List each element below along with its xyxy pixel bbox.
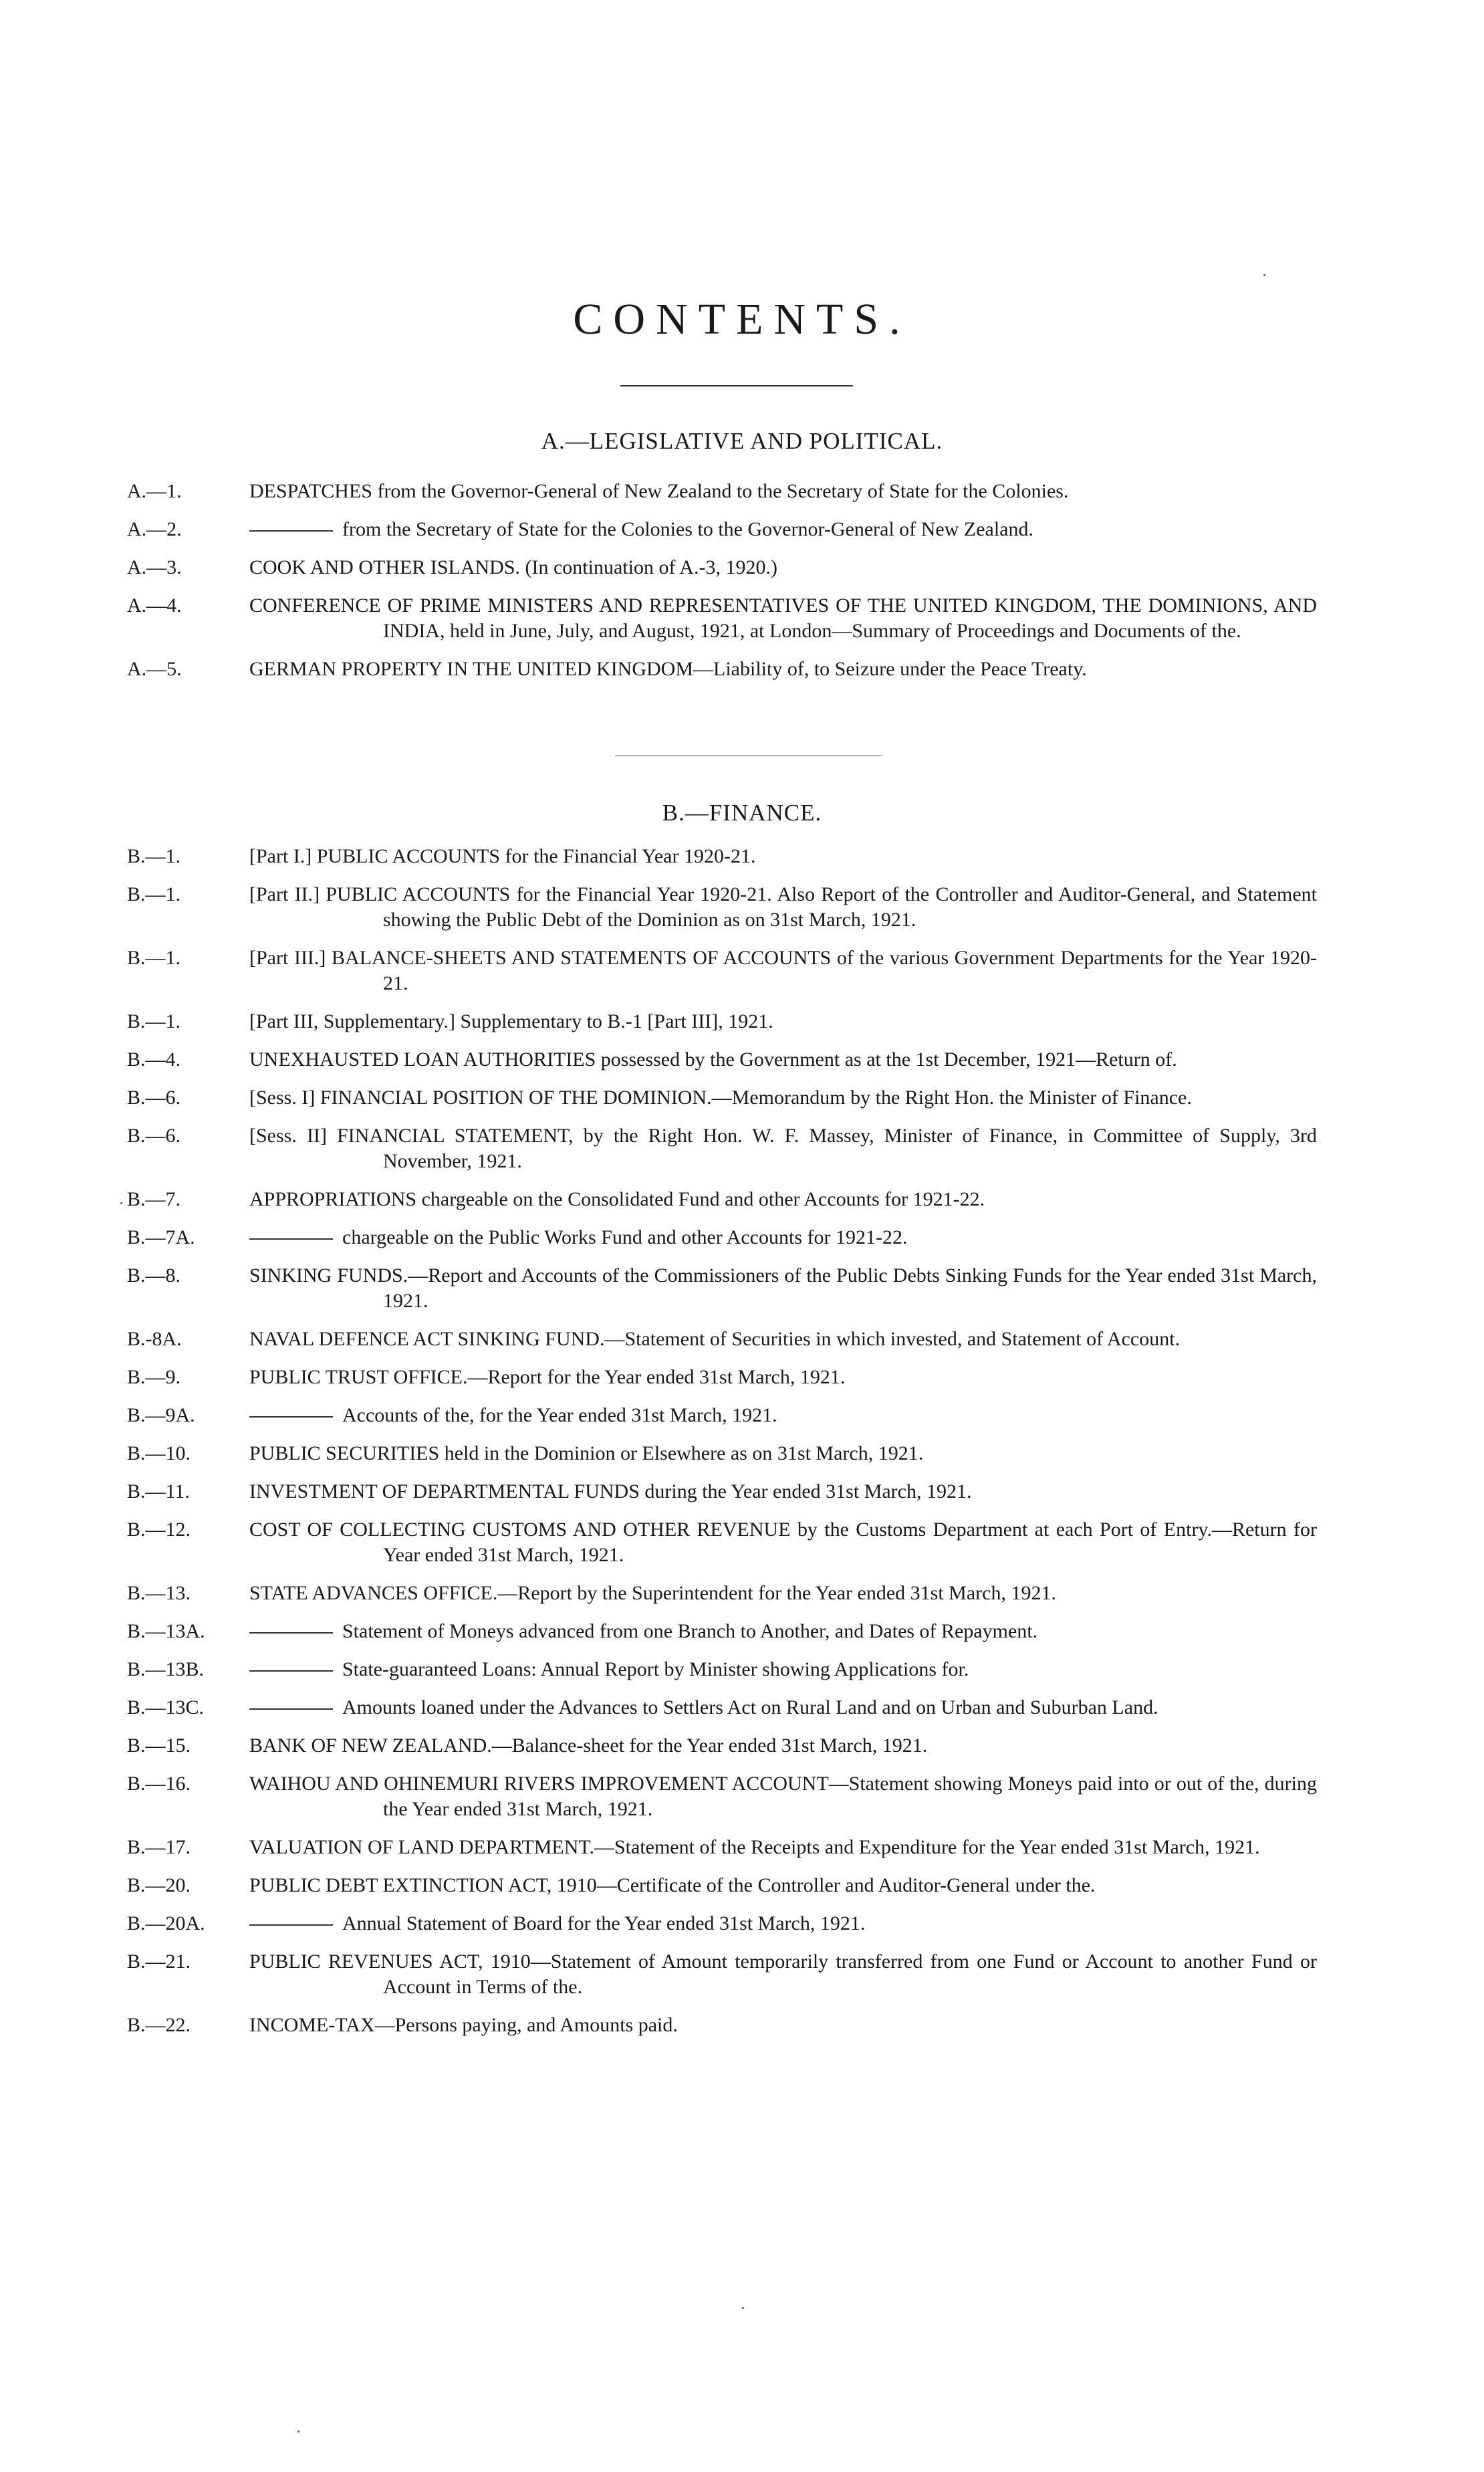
contents-entry <box>127 945 1317 996</box>
entry-text: GERMAN PROPERTY IN THE UNITED KINGDOM—Liability of, to Seizure under the Peace Treaty. <box>249 658 1087 680</box>
contents-entry <box>127 1695 1317 1720</box>
entry-code: B.-8A. <box>127 1328 182 1350</box>
contents-entry <box>127 1187 1317 1212</box>
scan-speck <box>120 1202 122 1204</box>
entry-code: B.—7. <box>127 1188 181 1210</box>
entry-text: [Sess. II] FINANCIAL STATEMENT, by the Right Hon. W. F. Massey, Minister of Finance, in Committee of Supply, 3rd November, 1921. <box>249 1125 1317 1172</box>
entry-text: BANK OF NEW ZEALAND.—Balance-sheet for the Year ended 31st March, 1921. <box>249 1734 928 1757</box>
contents-entry <box>127 1123 1317 1174</box>
contents-entry <box>127 517 1317 542</box>
entry-text: SINKING FUNDS.—Report and Accounts of the Commissioners of the Public Debts Sinking Funds for the Year ended 31st March, 1921. <box>249 1264 1317 1312</box>
contents-entry <box>127 1085 1317 1111</box>
entry-text: [Part III.] BALANCE-SHEETS AND STATEMENTS OF ACCOUNTS of the various Government Departments for the Year 1920-21. <box>249 947 1317 994</box>
section-b-entries <box>127 844 1317 2051</box>
contents-entry <box>127 1873 1317 1898</box>
entry-text: STATE ADVANCES OFFICE.—Report by the Superintendent for the Year ended 31st March, 1921. <box>249 1582 1056 1604</box>
entry-code: B.—21. <box>127 1950 191 1973</box>
entry-code: B.—7A. <box>127 1226 195 1248</box>
entry-text-wrap <box>249 1403 1317 1428</box>
contents-entry <box>127 1263 1317 1314</box>
entry-text-wrap <box>249 1619 1317 1644</box>
entry-code: B.—13C. <box>127 1696 205 1718</box>
contents-entry <box>127 1581 1317 1606</box>
ditto-dash <box>249 1238 333 1240</box>
entry-code: A.—3. <box>127 556 182 578</box>
section-heading-a: A.—LEGISLATIVE AND POLITICAL. <box>541 428 943 454</box>
contents-entry <box>127 844 1317 869</box>
contents-entry <box>127 479 1317 504</box>
ditto-dash <box>249 1924 333 1926</box>
entry-text-wrap <box>249 1695 1317 1720</box>
contents-entry <box>127 1479 1317 1504</box>
contents-entry <box>127 1733 1317 1759</box>
contents-entry <box>127 1225 1317 1250</box>
entry-text: WAIHOU AND OHINEMURI RIVERS IMPROVEMENT ACCOUNT—Statement showing Moneys paid into or out of the, during the Year ended 31st March, 1921. <box>249 1773 1317 1820</box>
contents-entry <box>127 1771 1317 1822</box>
page-title: CONTENTS. <box>573 295 911 344</box>
entry-code: B.—9A. <box>127 1404 195 1426</box>
entry-text: INCOME-TAX—Persons paying, and Amounts paid. <box>249 2014 678 2036</box>
entry-text: CONFERENCE OF PRIME MINISTERS AND REPRESENTATIVES OF THE UNITED KINGDOM, THE DOMINIONS, AND INDIA, held in June, July, and August, 1921, at London—Summary of Proceedings and Documents of the. <box>249 594 1317 642</box>
entry-code: B.—4. <box>127 1048 181 1071</box>
entry-text: NAVAL DEFENCE ACT SINKING FUND.—Statement of Securities in which invested, and Statement of Account. <box>249 1328 1181 1350</box>
entry-code: B.—12. <box>127 1519 191 1541</box>
entry-text: PUBLIC DEBT EXTINCTION ACT, 1910—Certificate of the Controller and Auditor-General under the. <box>249 1874 1096 1896</box>
entry-code: A.—5. <box>127 658 182 680</box>
ditto-dash <box>249 530 333 532</box>
entry-code: B.—15. <box>127 1734 191 1757</box>
entry-code: B.—9. <box>127 1366 181 1388</box>
contents-entry <box>127 1047 1317 1073</box>
entry-code: B.—1. <box>127 947 181 969</box>
entry-text: PUBLIC SECURITIES held in the Dominion or Elsewhere as on 31st March, 1921. <box>249 1442 924 1464</box>
entry-text: chargeable on the Public Works Fund and other Accounts for 1921-22. <box>342 1226 908 1248</box>
entry-text: COST OF COLLECTING CUSTOMS AND OTHER REVENUE by the Customs Department at each Port of Entry.—Return for Year ended 31st March, 1921. <box>249 1519 1317 1566</box>
entry-code: B.—1. <box>127 1010 181 1032</box>
ditto-dash <box>249 1670 333 1672</box>
entry-code: B.—22. <box>127 2014 191 2036</box>
entry-text: UNEXHAUSTED LOAN AUTHORITIES possessed by the Government as at the 1st December, 1921—Return of. <box>249 1048 1177 1071</box>
entry-code: B.—13B. <box>127 1658 205 1680</box>
entry-text: APPROPRIATIONS chargeable on the Consolidated Fund and other Accounts for 1921-22. <box>249 1188 985 1210</box>
entry-text: [Part II.] PUBLIC ACCOUNTS for the Financial Year 1920-21. Also Report of the Controller and Auditor-General, and Statement showing the Public Debt of the Dominion as on 31st March, 1921. <box>249 883 1317 931</box>
entry-code: B.—8. <box>127 1264 181 1286</box>
contents-entry <box>127 1327 1317 1352</box>
entry-code: B.—1. <box>127 845 181 867</box>
contents-entry <box>127 1517 1317 1568</box>
contents-entry <box>127 1949 1317 2000</box>
scan-speck <box>1263 274 1265 276</box>
entry-text: DESPATCHES from the Governor-General of New Zealand to the Secretary of State for the Colonies. <box>249 480 1069 502</box>
entry-code: B.—16. <box>127 1773 191 1795</box>
contents-entry <box>127 1441 1317 1466</box>
entry-text: State-guaranteed Loans: Annual Report by Minister showing Applications for. <box>342 1658 969 1680</box>
entry-text: VALUATION OF LAND DEPARTMENT.—Statement of the Receipts and Expenditure for the Year ended 31st March, 1921. <box>249 1836 1260 1858</box>
contents-entry <box>127 555 1317 580</box>
contents-entry <box>127 2013 1317 2038</box>
contents-entry <box>127 1619 1317 1644</box>
contents-entry <box>127 1365 1317 1390</box>
contents-entry <box>127 882 1317 933</box>
entry-text: COOK AND OTHER ISLANDS. (In continuation of A.-3, 1920.) <box>249 556 777 578</box>
scan-speck <box>297 2431 299 2433</box>
entry-text: PUBLIC REVENUES ACT, 1910—Statement of Amount temporarily transferred from one Fund or Account to another Fund or Account in Terms of the. <box>249 1950 1317 1998</box>
section-a-entries <box>127 479 1317 695</box>
ditto-dash <box>249 1632 333 1634</box>
entry-code: B.—6. <box>127 1125 181 1147</box>
entry-text: Annual Statement of Board for the Year ended 31st March, 1921. <box>342 1912 866 1934</box>
entry-text: Amounts loaned under the Advances to Settlers Act on Rural Land and on Urban and Suburban Land. <box>342 1696 1158 1718</box>
entry-code: B.—17. <box>127 1836 191 1858</box>
entry-text: [Sess. I] FINANCIAL POSITION OF THE DOMINION.—Memorandum by the Right Hon. the Minister of Finance. <box>249 1087 1192 1109</box>
entry-code: A.—2. <box>127 518 182 540</box>
section-heading-b: B.—FINANCE. <box>662 800 822 826</box>
entry-text: from the Secretary of State for the Colonies to the Governor-General of New Zealand. <box>342 518 1034 540</box>
entry-code: B.—13. <box>127 1582 191 1604</box>
entry-code: B.—13A. <box>127 1620 205 1642</box>
contents-entry <box>127 593 1317 644</box>
entry-text: [Part I.] PUBLIC ACCOUNTS for the Financial Year 1920-21. <box>249 845 756 867</box>
entry-text-wrap <box>249 1225 1317 1250</box>
ditto-dash <box>249 1416 333 1418</box>
entry-code: A.—1. <box>127 480 182 502</box>
scan-speck <box>742 2307 744 2309</box>
contents-entry <box>127 657 1317 682</box>
contents-entry <box>127 1835 1317 1860</box>
ditto-dash <box>249 1708 333 1710</box>
title-rule <box>620 385 853 386</box>
entry-text-wrap <box>249 1657 1317 1682</box>
entry-text-wrap <box>249 517 1317 542</box>
contents-entry <box>127 1657 1317 1682</box>
contents-entry <box>127 1009 1317 1034</box>
entry-code: A.—4. <box>127 594 182 616</box>
entry-text-wrap <box>249 1911 1317 1936</box>
entry-code: B.—1. <box>127 883 181 905</box>
entry-code: B.—10. <box>127 1442 191 1464</box>
entry-text: Accounts of the, for the Year ended 31st March, 1921. <box>342 1404 777 1426</box>
entry-code: B.—11. <box>127 1480 190 1502</box>
entry-text: [Part III, Supplementary.] Supplementary to B.-1 [Part III], 1921. <box>249 1010 773 1032</box>
entry-text: PUBLIC TRUST OFFICE.—Report for the Year ended 31st March, 1921. <box>249 1366 846 1388</box>
entry-text: Statement of Moneys advanced from one Branch to Another, and Dates of Repayment. <box>342 1620 1038 1642</box>
entry-code: B.—20A. <box>127 1912 205 1934</box>
entry-text: INVESTMENT OF DEPARTMENTAL FUNDS during the Year ended 31st March, 1921. <box>249 1480 972 1502</box>
entry-code: B.—20. <box>127 1874 191 1896</box>
entry-code: B.—6. <box>127 1087 181 1109</box>
contents-entry <box>127 1403 1317 1428</box>
contents-entry <box>127 1911 1317 1936</box>
